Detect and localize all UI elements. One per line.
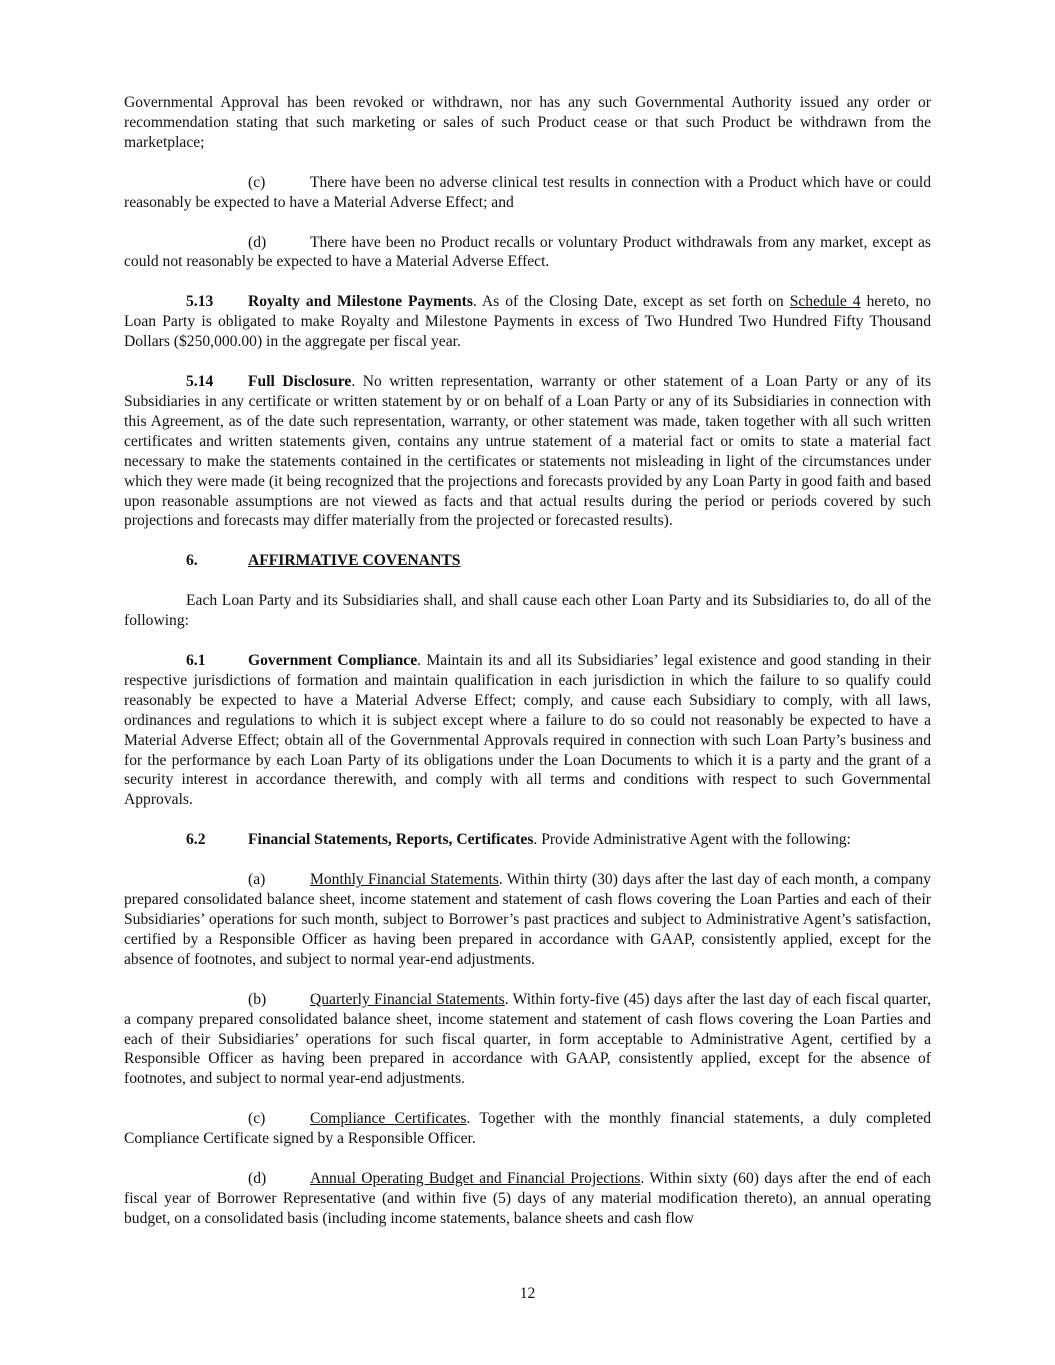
section-number: 6.1: [186, 652, 206, 670]
item-title: Annual Operating Budget and Financial Projections: [310, 1170, 641, 1188]
item-a-paragraph: (a) Monthly Financial Statements. Within thirty (30) days after the last day of each month, a company prepared consolidated balance sheet, income statement and statement of cash flows covering the Loan Parties and each of their Subsidiaries’ operations for such month, subject to Borrower’s past practices and subject to Administrative Agent’s satisfaction, certified by a Responsible Officer as having been prepared in accordance with GAAP, consistently applied, except for the absence of footnotes, and subject to normal year-end adjustments.: [124, 871, 931, 968]
article-number: 6.: [186, 552, 198, 570]
item-title: Monthly Financial Statements: [310, 871, 499, 889]
article-6-heading: [124, 551, 931, 571]
section-5-13-paragraph: 5.13 Royalty and Milestone Payments. As of the Closing Date, except as set forth on Schedule 4 hereto, no Loan Party is obligated to make Royalty and Milestone Payments in excess of Two Hundred Two Hundred Fifty Thousand Dollars ($250,000.00) in the aggregate per fiscal year.: [124, 293, 931, 351]
item-title: Compliance Certificates: [310, 1110, 467, 1128]
section-title: Full Disclosure: [248, 373, 352, 391]
section-title: Financial Statements, Reports, Certificates: [248, 831, 534, 849]
schedule-reference: Schedule 4: [789, 293, 861, 311]
section-title: Royalty and Milestone Payments: [248, 293, 473, 311]
item-d-paragraph: (d) Annual Operating Budget and Financial Projections. Within sixty (60) days after the end of each fiscal year of Borrower Representative (and within five (5) days of any material modification thereto), an annual operating budget, on a consolidated basis (including income statements, balance sheets and cash flow: [124, 1170, 931, 1227]
article-title: AFFIRMATIVE COVENANTS: [248, 552, 461, 570]
section-number: 5.13: [186, 293, 214, 311]
section-number: 5.14: [186, 373, 214, 391]
article-6-intro: Each Loan Party and its Subsidiaries shall, and shall cause each other Loan Party and its Subsidiaries to, do all of the following:: [124, 592, 931, 630]
section-5-14-paragraph: 5.14 Full Disclosure. No written representation, warranty or other statement of a Loan Party or any of its Subsidiaries in any certificate or written statement by or on behalf of a Loan Party or any of its Subsidiaries in connection with this Agreement, as of the date such representation, warranty, or other statement was made, taken together with all such written certificates and written statements given, contains any untrue statement of a material fact or omits to state a material fact necessary to make the statements contained in the certificates or statements not misleading in light of the circumstances under which they were made (it being recognized that the projections and forecasts provided by any Loan Party in good faith and based upon reasonable assumptions are not viewed as facts and that actual results during the period or periods covered by such projections and forecasts may differ materially from the projected or forecasted results).: [124, 373, 932, 530]
item-label: (c): [248, 1110, 266, 1128]
item-title: Quarterly Financial Statements: [310, 990, 505, 1008]
item-b-paragraph: (b) Quarterly Financial Statements. Within forty-five (45) days after the last day of each fiscal quarter, a company prepared consolidated balance sheet, income statement and statement of cash flows covering the Loan Parties and each of their Subsidiaries’ operations for such fiscal quarter, in form acceptable to Administrative Agent, certified by a Responsible Officer as having been prepared in accordance with GAAP, consistently applied, except for the absence of footnotes, and subject to normal year-end adjustments.: [124, 990, 931, 1088]
page-number: 12: [519, 1285, 536, 1302]
continuation-paragraph: Governmental Approval has been revoked or withdrawn, nor has any such Governmental Authority issued any order or recommendation stating that such marketing or sales of such Product cease or that such Product be withdrawn from the marketplace;: [124, 94, 931, 151]
item-d-product-paragraph: (d) There have been no Product recalls or voluntary Product withdrawals from any market, except as could not reasonably be expected to have a Material Adverse Effect.: [124, 233, 931, 271]
section-6-1-paragraph: 6.1 Government Compliance. Maintain its and all its Subsidiaries’ legal existence and good standing in their respective jurisdictions of formation and maintain qualification in each jurisdiction in which the failure to so qualify could reasonably be expected to have a Material Adverse Effect; comply, and cause each Subsidiary to comply, with all laws, ordinances and regulations to which it is subject except where a failure to do so could not reasonably be expected to have a Material Adverse Effect; obtain all of the Governmental Approvals required in connection with such Loan Party’s business and for the performance by each Loan Party of its obligations under the Loan Documents to which it is a party and the grant of a security interest in accordance therewith, and comply with all terms and conditions with respect to such Governmental Approvals.: [124, 652, 931, 809]
section-number: 6.2: [186, 831, 206, 849]
item-label: (c): [248, 173, 266, 191]
item-c-paragraph: (c) Compliance Certificates. Together with the monthly financial statements, a duly completed Compliance Certificate signed by a Responsible Officer.: [124, 1110, 932, 1148]
item-label: (b): [248, 990, 267, 1008]
section-title: Government Compliance: [248, 652, 418, 670]
section-6-2-paragraph: 6.2 Financial Statements, Reports, Certificates. Provide Administrative Agent with the following:: [186, 831, 851, 849]
item-c-product-paragraph: (c) There have been no adverse clinical test results in connection with a Product which have or could reasonably be expected to have a Material Adverse Effect; and: [124, 173, 931, 211]
item-label: (a): [248, 871, 266, 889]
item-label: (d): [248, 233, 267, 251]
page-body: [124, 93, 931, 1249]
item-label: (d): [248, 1170, 267, 1188]
